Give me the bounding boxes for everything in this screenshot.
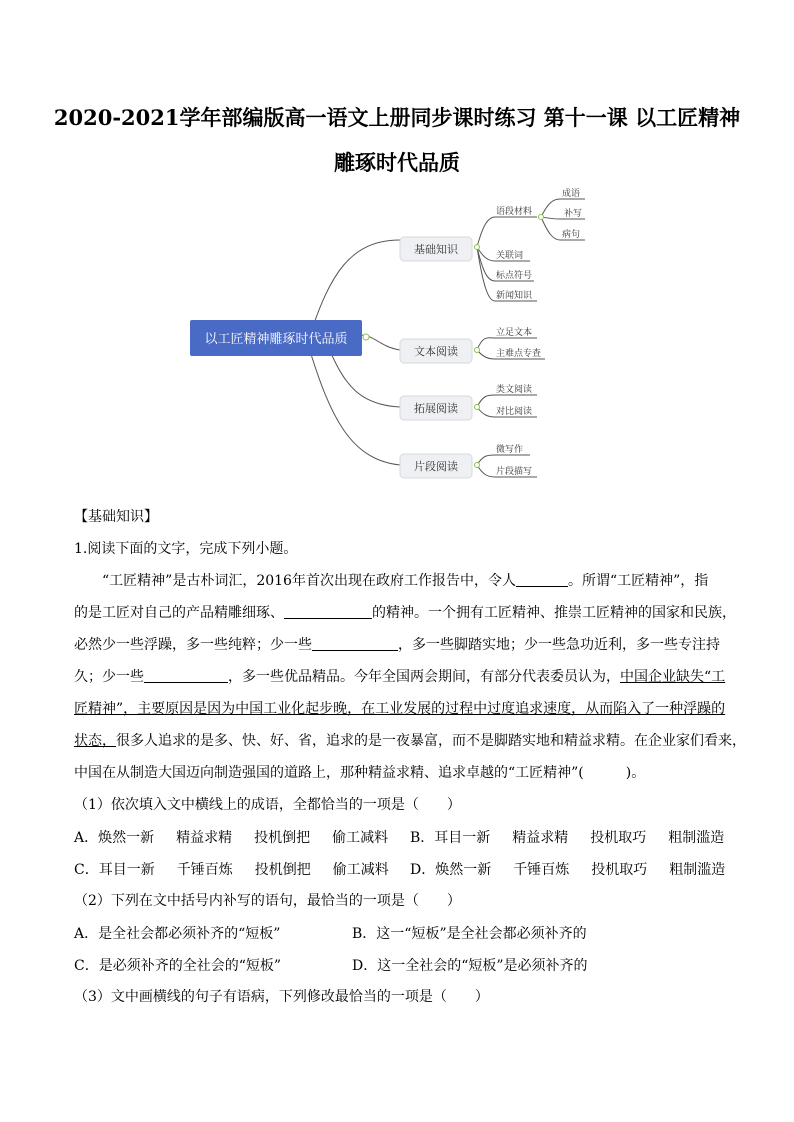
passage-text: “工匠精神”是古朴词汇，2016年首次出现在政府工作报告中，令人 [102,573,516,589]
option-text: 偷工减料 [332,830,389,846]
passage-line: 中国在从制造大国迈向制造强国的道路上，那种精益求精、追求卓越的“工匠精神”( )。 [74,765,646,781]
option-text: 投机取巧 [590,830,647,846]
passage-text: ，多一些脚踏实地；少一些急功近利，多一些专注持 [398,637,720,653]
passage-text: ，多一些优品精品。今年全国两会期间，有部分代表委员认为， [228,669,620,685]
document-title-line2: 雕琢时代品质 [334,150,460,175]
connector [477,395,495,407]
mindmap-leaf-label: 微写作 [496,445,524,455]
option-text: 千锤百炼 [176,862,233,878]
passage-text: 。所谓“工匠精神”，指 [567,573,709,589]
option-text: B．耳目一新 [410,830,491,846]
passage-text: 的是工匠对自己的产品精雕细琢、 [74,605,284,621]
connector [541,217,560,240]
option-a[interactable] [74,827,388,847]
option-text: A．焕然一新 [74,830,155,846]
mind-map [0,185,794,495]
option-text: D．焕然一新 [410,862,492,878]
connector [477,407,495,417]
underlined-sentence: 状态， [74,733,116,749]
mindmap-branch-label: 文本阅读 [414,345,458,358]
fill-blank[interactable] [516,572,568,587]
passage-line [74,731,746,751]
connector [541,199,560,217]
mindmap-leaf-label: 成语 [562,189,581,199]
connector [477,217,495,247]
mindmap-leaf-label: 病句 [562,230,581,240]
option-d[interactable] [410,859,725,879]
fill-blank[interactable] [312,636,398,651]
option-text: 投机倒把 [254,862,311,878]
mindmap-branch-label: 基础知识 [414,243,458,256]
mindmap-leaf-label: 对比阅读 [496,407,533,417]
mindmap-leaf-label: 立足文本 [496,328,533,338]
option-b[interactable]: B．这一“短板”是全社会都必须补齐的 [352,926,587,942]
fill-blank[interactable] [144,668,228,683]
option-a[interactable]: A．是全社会都必须补齐的“短板” [74,926,281,942]
connector [477,350,495,359]
expand-dot-icon [475,245,480,250]
option-text: 投机倒把 [254,830,311,846]
expand-dot-icon [363,334,369,340]
question-stem: 1.阅读下面的文字，完成下列小题。 [74,541,298,557]
mindmap-leaf-label: 类文阅读 [496,385,533,395]
mindmap-leaf-label: 标点符号 [496,271,533,281]
expand-dot-icon [475,348,480,353]
option-text: 投机取巧 [591,862,648,878]
section-heading: 【基础知识】 [74,509,158,525]
mindmap-leaf-label: 新闻知识 [496,291,533,301]
passage-line [102,571,708,591]
option-text: 偷工减料 [332,862,389,878]
mindmap-leaf-label: 主难点专查 [496,349,542,359]
mindmap-leaf-label: 片段描写 [496,467,533,477]
passage-line [74,667,725,687]
passage-line [74,635,720,655]
expand-dot-icon [539,215,544,220]
expand-dot-icon [475,405,480,410]
option-text: 粗制滥造 [668,830,725,846]
option-d[interactable]: D．这一全社会的“短板”是必须补齐的 [352,958,588,974]
mindmap-root-label: 以工匠精神雕琢时代品质 [204,332,348,347]
option-c[interactable] [74,859,389,879]
passage-text: 很多人追求的是多、快、好、省，追求的是一夜暴富，而不是脚踏实地和精益求精。在企业家们看来， [116,733,746,749]
underlined-sentence: 匠精神”，主要原因是因为中国工业化起步晚，在工业发展的过程中过度追求速度，从而陷入了一种浮躁的 [74,701,726,717]
underlined-sentence: 中国企业缺失“工 [620,669,726,685]
mindmap-leaf-label: 关联词 [496,251,524,261]
passage-line [74,603,736,623]
connector [310,351,400,465]
connector [477,465,495,477]
document-title-line1: 2020-2021学年部编版高一语文上册同步课时练习 第十一课 以工匠精神 [53,105,741,130]
subquestion-2: （2）下列在文中括号内补写的语句，最恰当的一项是（ ） [74,893,461,909]
mindmap-leaf-label: 语段材料 [496,207,533,217]
passage-text: 必然少一些浮躁，多一些纯粹；少一些 [74,637,312,653]
option-text: 精益求精 [512,830,569,846]
option-c[interactable]: C．是必须补齐的全社会的“短板” [74,958,282,974]
option-text: 精益求精 [176,830,233,846]
expand-dot-icon [475,463,480,468]
fill-blank[interactable] [284,604,372,619]
option-b[interactable] [410,827,724,847]
passage-text: 的精神。一个拥有工匠精神、推崇工匠精神的国家和民族， [372,605,736,621]
connector [477,455,495,465]
mindmap-branch-label: 拓展阅读 [414,402,458,415]
option-text: 千锤百炼 [513,862,570,878]
option-text: 粗制滥造 [669,862,726,878]
connector [477,338,495,350]
subquestion-3: （3）文中画横线的句子有语病，下列修改最恰当的一项是（ ） [74,989,489,1005]
mindmap-branch-label: 片段阅读 [414,460,458,473]
connector [330,351,400,407]
option-text: C．耳目一新 [74,862,155,878]
mindmap-leaf-label: 补写 [564,209,583,219]
passage-text: 久；少一些 [74,669,144,685]
subquestion-1: （1）依次填入文中横线上的成语，全都恰当的一项是（ ） [74,797,461,813]
